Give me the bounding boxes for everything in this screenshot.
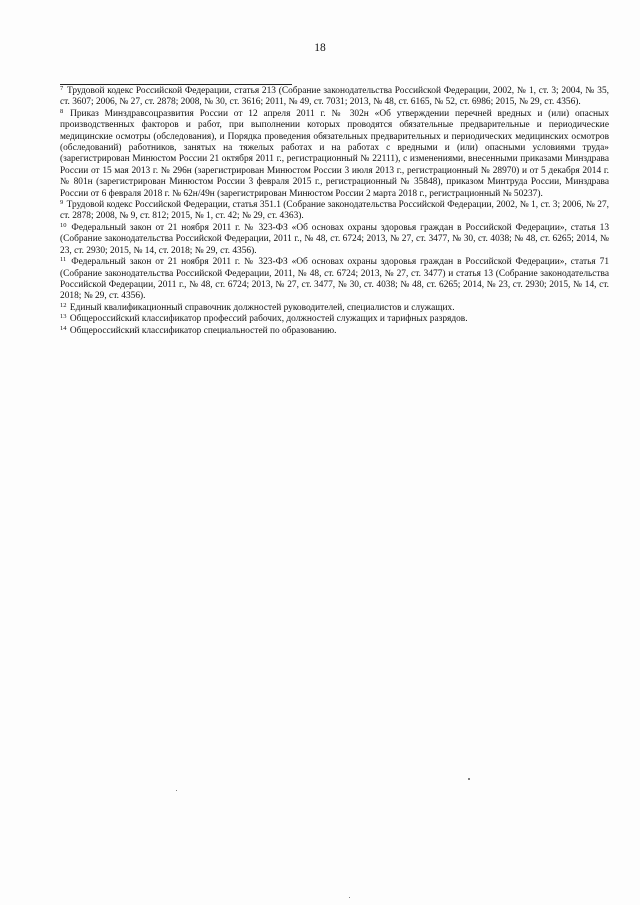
scan-speck [468,778,470,780]
footnote-text: Трудовой кодекс Российской Федерации, статья 351.1 (Собрание законодательства Российской Федерации, 2002, № 1, ст. 3; 2006, № 27, ст. 2878; 2008, № 9, ст. 812; 2015, № 1, ст. 42; № 29, ст. 4363). [60,200,610,222]
footnote-number: 7 [60,85,64,92]
footnote-12 [60,303,609,314]
footnote-10 [60,223,609,257]
footnote-7 [60,86,609,109]
footnote-11 [60,257,609,303]
footnote-text: Общероссийский классификатор профессий рабочих, должностей служащих и тарифных разрядов. [69,314,468,325]
scan-speck [349,897,350,898]
footnote-text: Приказ Минздравсоцразвития России от 12 апреля 2011 г. № 302н «Об утверждении перечней вредных и (или) опасных производственных факторов и работ, при выполнении которых проводятся обязательные предварительные и периодические медицинские осмотры (обследования), и Порядка проведения обязательных предварительных и периодических медицинских осмотров (обследований) работников, занятых на тяжелых работах и на работах с вредными и (или) опасными условиями труда» (зарегистрирован Минюстом России 21 октября 2011 г., регистрационный № 22111), с изменениями, внесенными приказами Минздрава России от 15 мая 2013 г. № 296н (зарегистрирован Минюстом России 3 июля 2013 г., регистрационный № 28970) и от 5 декабря 2014 г. № 801н (зарегистрирован Минюстом России 3 февраля 2015 г., регистрационный № 35848), приказом Минтруда России, Минздрава России от 6 февраля 2018 г. № 62н/49н (зарегистрирован Минюстом России 2 марта 2018 г., регистрационный № 50237). [60,108,610,199]
footnote-number: 11 [60,256,67,264]
footnote-number: 14 [60,324,67,332]
footnote-text: Трудовой кодекс Российской Федерации, статья 213 (Собрание законодательства Российской Федерации, 2002, № 1, ст. 3; 2004, № 35, ст. 3607; 2006, № 27, ст. 2878; 2008, № 30, ст. 3616; 2011, № 49, ст. 7031; 2013, № 48, ст. 6165, № 52, ст. 6986; 2015, № 29, ст. 4356). [60,86,610,108]
footnote-number: 9 [60,199,64,207]
footnote-8 [60,109,609,200]
footnote-text: Общероссийский классификатор специальностей по образованию. [69,325,337,336]
footnote-13 [60,314,609,325]
footnote-number: 13 [60,313,67,321]
footnote-14 [60,326,609,337]
page-number: 18 [314,42,326,54]
footnote-text: Федеральный закон от 21 ноября 2011 г. № 323-ФЗ «Об основах охраны здоровья граждан в Российской Федерации», статья 71 (Собрание законодательства Российской Федерации, 2011, № 48, ст. 6724; 2013, № 27, ст. 3477) и статья 13 (Собрание законодательства Российской Федерации, 2011 г., № 48, ст. 6724; 2013, № 27, ст. 3477, № 30, ст. 4038; № 48, ст. 6265; 2014, № 23, ст. 2930; 2015, № 14, ст. 2018; № 29, ст. 4356). [60,257,610,302]
footnote-number: 12 [60,301,67,309]
footnote-text: Единый квалификационный справочник должностей руководителей, специалистов и служащих. [69,302,455,313]
footnote-number: 10 [60,221,67,229]
scan-speck [176,790,177,791]
footnote-text: Федеральный закон от 21 ноября 2011 г. № 323-ФЗ «Об основах охраны здоровья граждан в Российской Федерации», статья 13 (Собрание законодательства Российской Федерации, 2011 г., № 48, ст. 6724; 2013, № 27, ст. 3477, № 30, ст. 4038; № 48, ст. 6265; 2014, № 23, ст. 2930; 2015, № 14, ст. 2018; № 29, ст. 4356). [60,222,610,256]
footnotes-list [60,86,609,337]
footnote-separator [60,84,292,85]
footnote-number: 8 [60,107,64,115]
footnote-9 [60,200,609,223]
